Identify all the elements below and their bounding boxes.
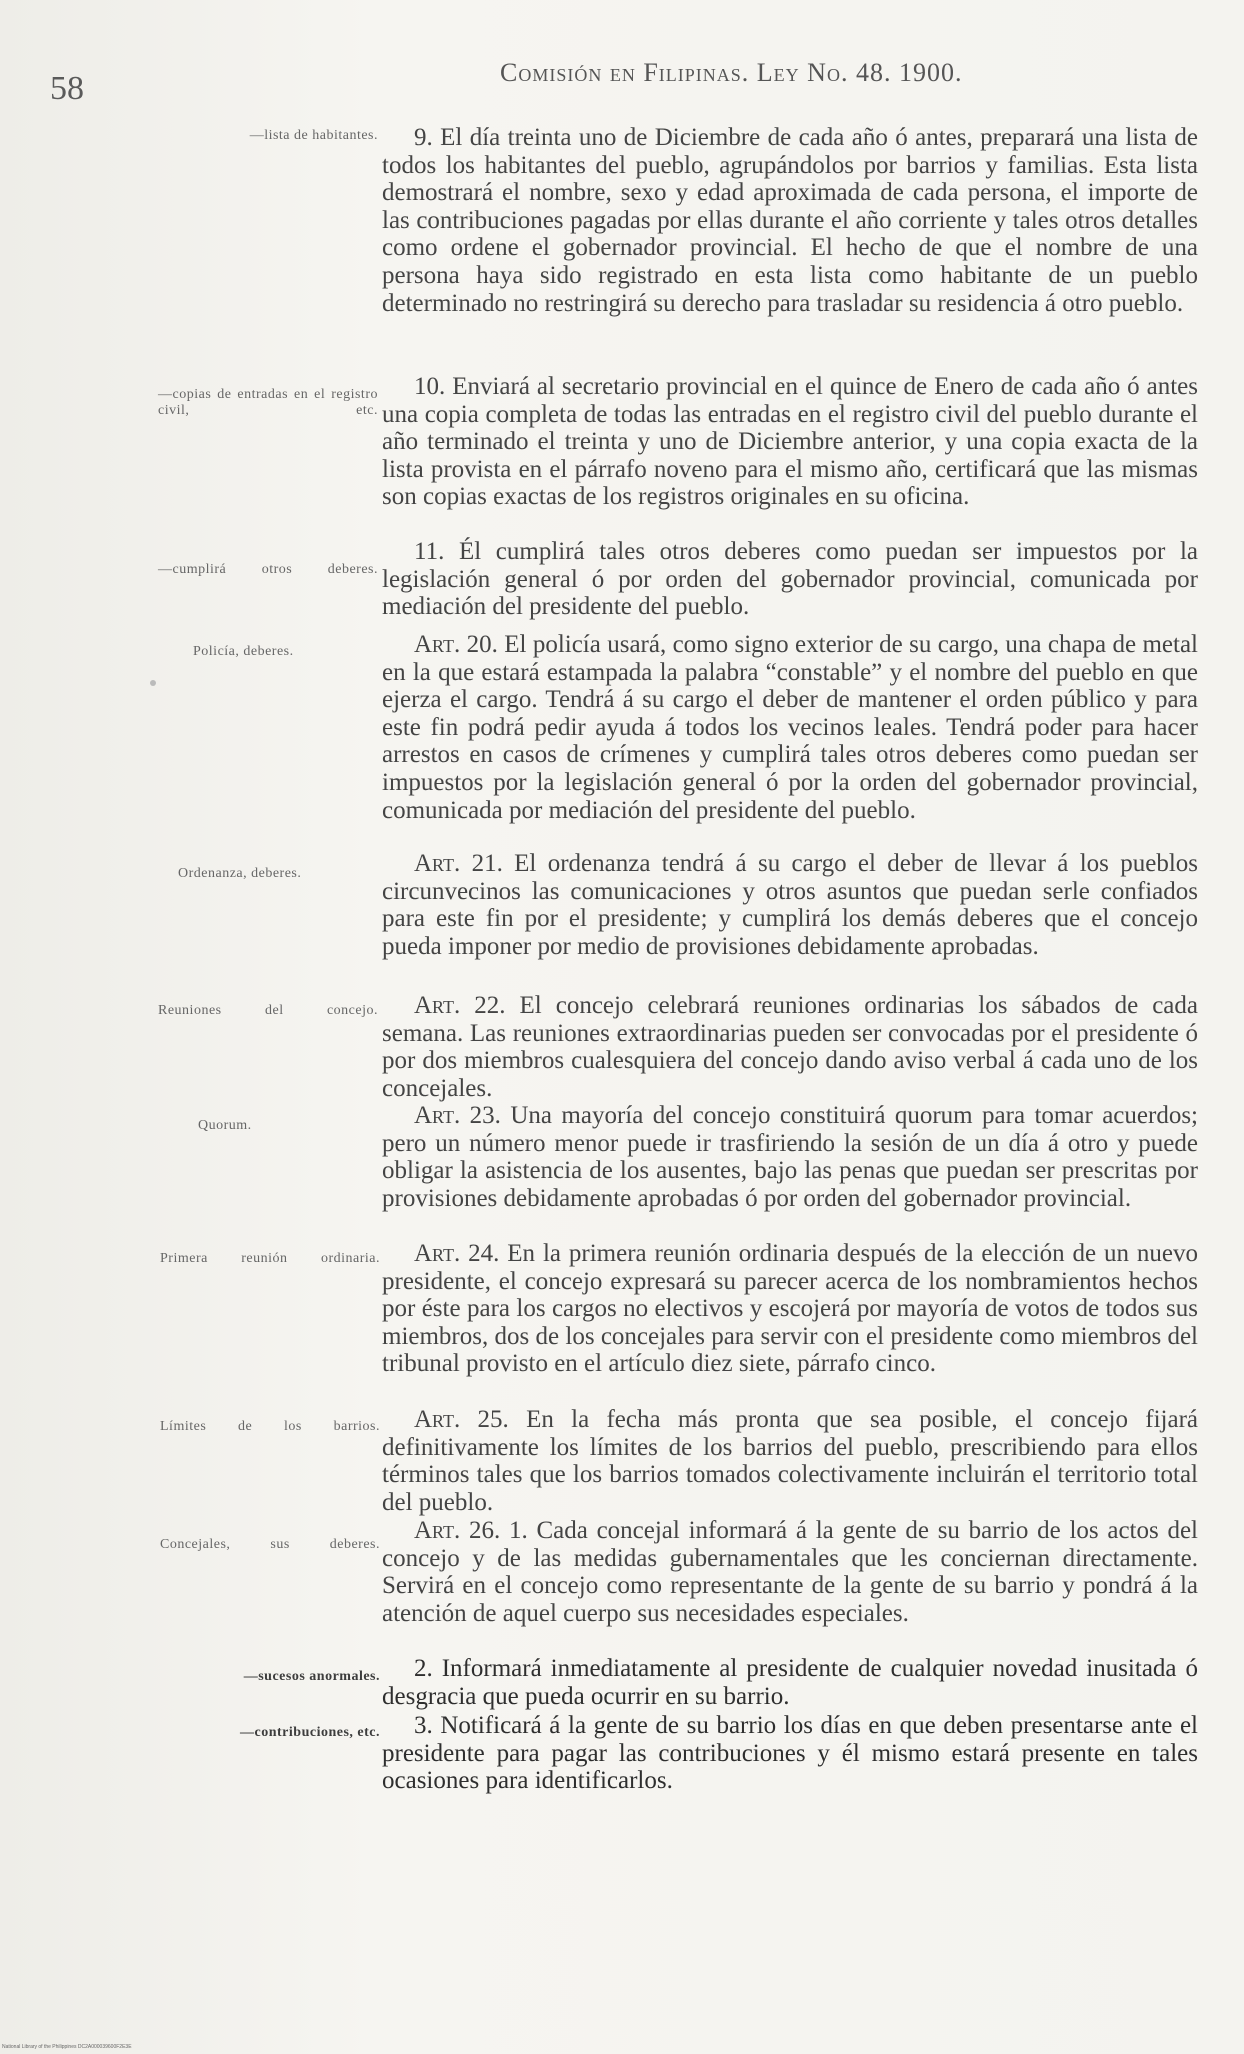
margin-note-lista-habitantes: —lista de habitantes. — [249, 128, 378, 143]
article-23 — [382, 1102, 1198, 1212]
margin-note-sucesos: —sucesos anormales. — [243, 1669, 380, 1684]
paragraph-26-2: 2. Informará inmediatamente al presidente de cualquier novedad inusitada ó desgracia que pueda ocurrir en su barrio. — [382, 1655, 1198, 1710]
article-20 — [382, 631, 1198, 824]
article-23-text: 23. Una mayoría del concejo constituirá quorum para tomar acuerdos; pero un número menor puede ir trasfiriendo la sesión de un día á otro y puede obligar la asistencia de los ausentes, bajo las penas que puedan ser prescritas por provisiones debidamente aprobadas ó por orden del gobernador provincial. — [382, 1102, 1199, 1212]
margin-note-reuniones: Reuniones del concejo. — [158, 1003, 378, 1018]
paragraph-9: 9. El día treinta uno de Diciembre de cada año ó antes, preparará una lista de todos los habitantes del pueblo, agrupándolos por barrios y familias. Esta lista demostrará el nombre, sexo y edad aproximada de cada persona, el importe de las contribuciones pagadas por ellas durante el año corriente y tales otros detalles como ordene el gobernador provincial. El hecho de que el nombre de una persona haya sido registrado en esta lista como habitante de un pueblo determinado no restringirá su derecho para trasladar su residencia á otro pueblo. — [382, 124, 1198, 317]
article-label: Art. — [414, 1240, 461, 1267]
margin-note-copias-registro: —copias de entradas en el registro civil, etc. — [158, 387, 378, 418]
article-26-text: 26. 1. Cada concejal informará á la gente de su barrio de los actos del concejo y de las medidas gubernamentales que les conciernan directamente. Servirá en el concejo como representante de la gente de su barrio y pondrá á la atención de aquel cuerpo sus necesidades especiales. — [382, 1517, 1199, 1627]
running-head: Comisión en Filipinas. Ley No. 48. 1900. — [500, 58, 963, 87]
paragraph-11: 11. Él cumplirá tales otros deberes como puedan ser impuestos por la legislación general ó por orden del gobernador provincial, comunicada por mediación del presidente del pueblo. — [382, 538, 1198, 621]
article-label: Art. — [414, 1406, 461, 1433]
margin-note-otros-deberes: —cumplirá otros deberes. — [158, 562, 378, 577]
scan-credit: National Library of the Philippines DC2A000039600F2E3E — [2, 2044, 132, 2050]
article-22 — [382, 992, 1198, 1102]
margin-note-policia: Policía, deberes. — [193, 644, 294, 659]
article-26 — [382, 1517, 1198, 1627]
margin-note-limites-barrios: Límites de los barrios. — [160, 1419, 380, 1434]
article-21 — [382, 850, 1198, 960]
article-24 — [382, 1240, 1198, 1378]
page-number: 58 — [50, 70, 84, 107]
article-21-text: 21. El ordenanza tendrá á su cargo el deber de llevar á los pueblos circunvecinos las comunicaciones y otros asuntos que puedan serle confiados para este fin por el presidente; y cumplirá los demás deberes que el concejo pueda imponer por medio de provisiones debidamente aprobadas. — [382, 850, 1199, 960]
margin-note-concejales: Concejales, sus deberes. — [160, 1537, 380, 1552]
article-25 — [382, 1406, 1198, 1516]
margin-note-primera-reunion: Primera reunión ordinaria. — [160, 1251, 380, 1266]
article-label: Art. — [414, 631, 461, 658]
article-label: Art. — [414, 992, 461, 1019]
article-label: Art. — [414, 1517, 461, 1544]
article-22-text: 22. El concejo celebrará reuniones ordinarias los sábados de cada semana. Las reuniones extraordinarias pueden ser convocadas por el presidente ó por dos miembros cualesquiera del concejo dando aviso verbal á cada uno de los concejales. — [382, 992, 1198, 1102]
article-25-text: 25. En la fecha más pronta que sea posible, el concejo fijará definitivamente los límites de los barrios del pueblo, prescribiendo para ellos términos tales que los barrios tomados colectivamente incluirán el territorio total del pueblo. — [382, 1406, 1199, 1516]
margin-note-quorum: Quorum. — [198, 1118, 252, 1133]
article-label: Art. — [414, 850, 461, 877]
margin-note-contribuciones: —contribuciones, etc. — [240, 1725, 380, 1740]
article-20-text: 20. El policía usará, como signo exterior de su cargo, una chapa de metal en la que estará estampada la palabra “constable” y el nombre del pueblo en que ejerza el cargo. Tendrá á su cargo el deber de mantener el orden público y para este fin podrá pedir ayuda á todos los vecinos leales. Tendrá poder para hacer arrestos en casos de crímenes y cumplirá tales otros deberes como puedan ser impuestos por la legislación general ó por la orden del gobernador provincial, comunicada por mediación del presidente del pueblo. — [382, 631, 1198, 824]
margin-note-ordenanza: Ordenanza, deberes. — [178, 866, 302, 881]
paragraph-26-3: 3. Notificará á la gente de su barrio los días en que deben presentarse ante el presidente para pagar las contribuciones y él mismo estará presente en tales ocasiones para identificarlos. — [382, 1712, 1198, 1795]
article-label: Art. — [414, 1102, 461, 1129]
ink-speck — [150, 680, 156, 686]
article-24-text: 24. En la primera reunión ordinaria después de la elección de un nuevo presidente, el concejo expresará su parecer acerca de los nombramientos hechos por éste para los cargos no electivos y escojerá por mayoría de votos de todos sus miembros, dos de los concejales para servir con el presidente como miembros del tribunal provisto en el artículo diez siete, párrafo cinco. — [382, 1240, 1199, 1378]
paragraph-10: 10. Enviará al secretario provincial en el quince de Enero de cada año ó antes una copia completa de todas las entradas en el registro civil del pueblo durante el año terminado el treinta y uno de Diciembre anterior, y una copia exacta de la lista provista en el párrafo noveno para el mismo año, certificará que las mismas son copias exactas de los registros originales en su oficina. — [382, 373, 1198, 511]
